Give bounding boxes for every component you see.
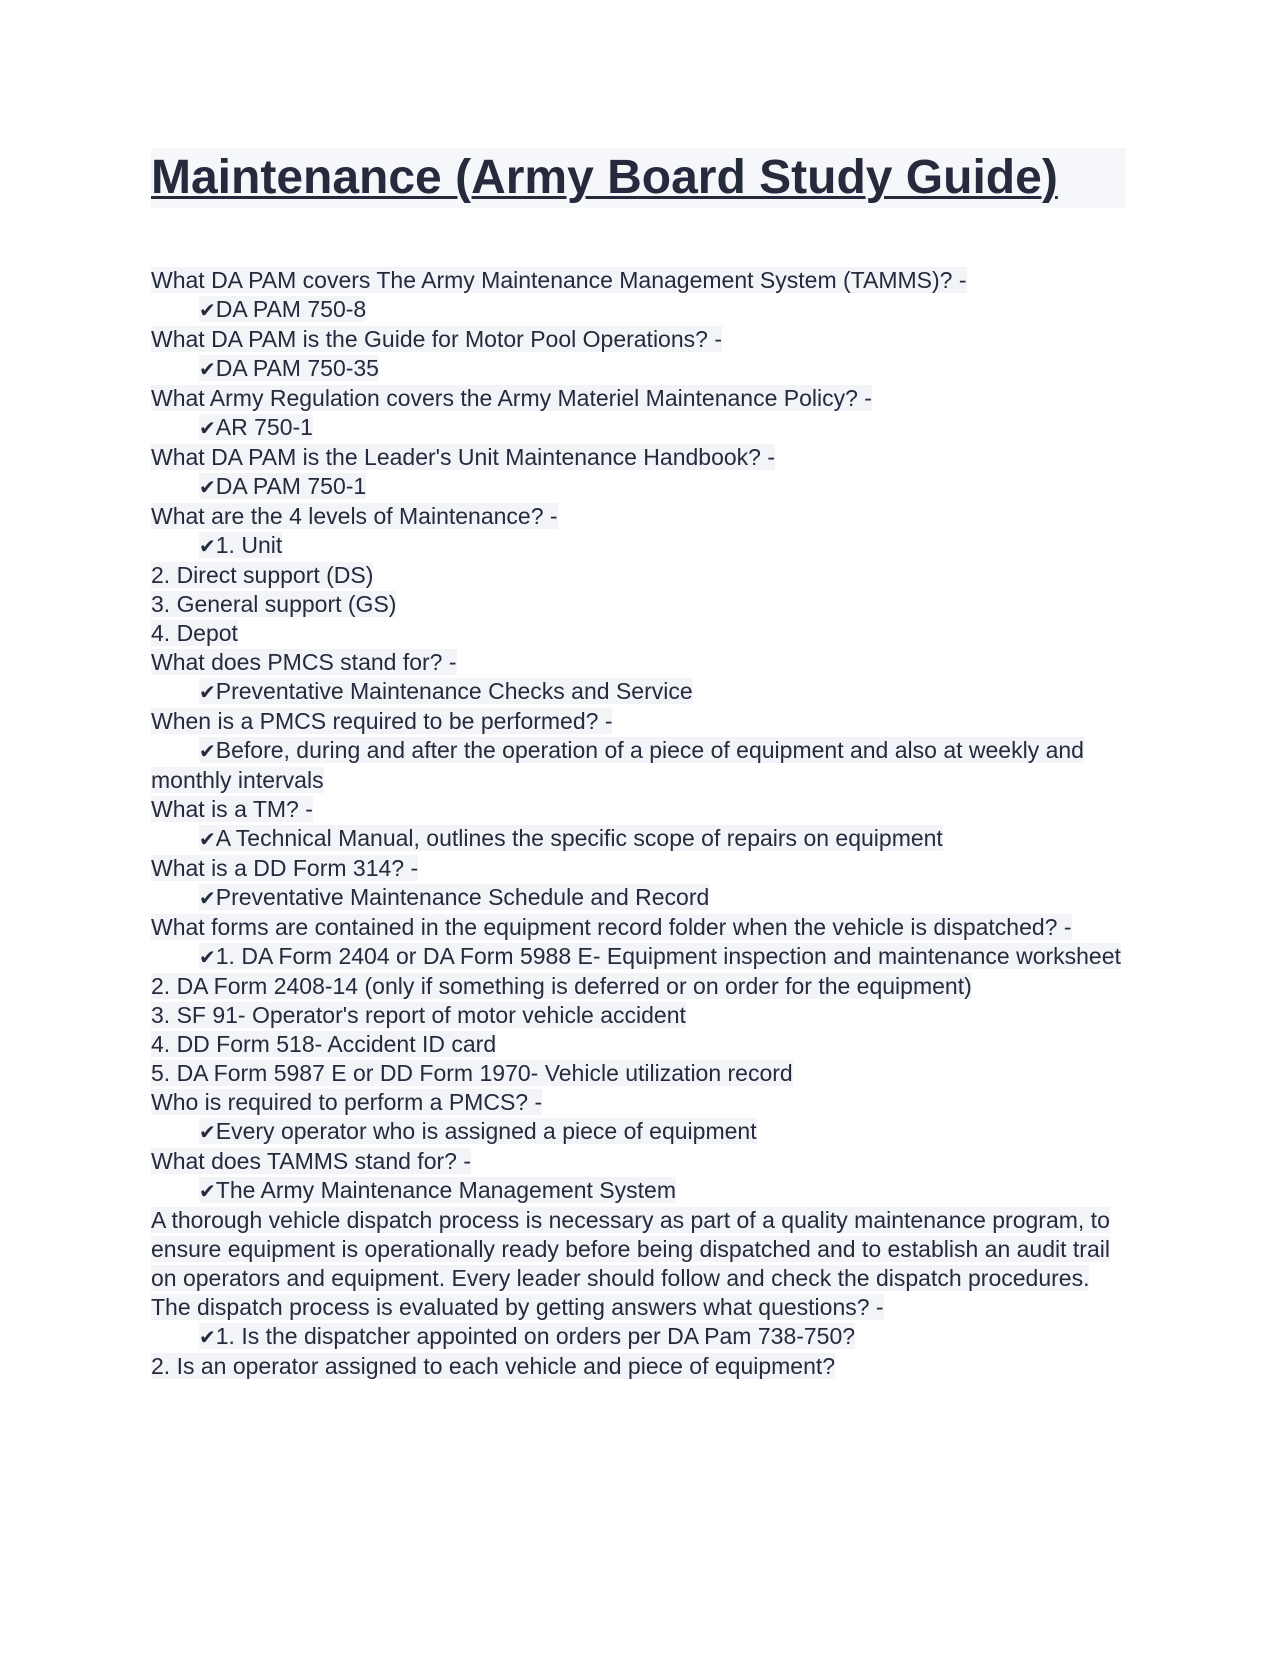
- line-text: What does PMCS stand for? -: [151, 649, 457, 675]
- line-text: 4. Depot: [151, 620, 238, 646]
- answer-line: [151, 1176, 1131, 1206]
- answer-line: [151, 354, 1131, 384]
- answer-line-text: [199, 678, 693, 704]
- answer-line: [151, 413, 1131, 443]
- answer-line-text: [199, 296, 366, 322]
- checkmark-icon: ✔: [199, 357, 216, 381]
- question-line-text: [151, 855, 418, 881]
- question-line-text: [151, 503, 558, 529]
- checkmark-icon: ✔: [199, 298, 216, 322]
- question-line-text: [151, 1148, 471, 1174]
- line-text: 1. DA Form 2404 or DA Form 5988 E- Equipment inspection and maintenance worksheet: [215, 943, 1121, 969]
- document-title: Maintenance (Army Board Study Guide): [151, 148, 1126, 208]
- checkmark-icon: ✔: [199, 416, 216, 440]
- line-text: 2. DA Form 2408-14 (only if something is deferred or on order for the equipment): [151, 973, 972, 999]
- question-line-text: [151, 1089, 542, 1115]
- checkmark-icon: ✔: [199, 534, 216, 558]
- answer-line-text: [199, 943, 1121, 969]
- line-text: Who is required to perform a PMCS? -: [151, 1089, 543, 1115]
- answer-line: [151, 736, 1131, 795]
- line-text: 4. DD Form 518- Accident ID card: [151, 1031, 497, 1057]
- checkmark-icon: ✔: [199, 1120, 216, 1144]
- line-text: A thorough vehicle dispatch process is necessary as part of a quality maintenance program, to ensure equipment is operationally ready before being dispatched and to establish an audit trail on operators and equipment. Every leader should follow and check the dispatch procedures. The dispatch process is evaluated by getting answers what questions? -: [151, 1207, 1110, 1320]
- line-text: What DA PAM is the Guide for Motor Pool Operations? -: [151, 326, 722, 352]
- line-text: DA PAM 750-35: [215, 355, 379, 381]
- question-line-text: [151, 914, 1072, 940]
- question-line: [151, 384, 1131, 413]
- question-line: [151, 1147, 1131, 1176]
- line-text: 1. Is the dispatcher appointed on orders per DA Pam 738-750?: [215, 1323, 856, 1349]
- line-text: What DA PAM covers The Army Maintenance Management System (TAMMS)? -: [151, 267, 967, 293]
- continuation-line-text: [151, 1353, 835, 1379]
- checkmark-icon: ✔: [199, 475, 216, 499]
- checkmark-icon: ✔: [199, 886, 216, 910]
- question-line: [151, 795, 1131, 824]
- checkmark-icon: ✔: [199, 1179, 216, 1203]
- line-text: Preventative Maintenance Checks and Service: [215, 678, 693, 704]
- answer-line: [151, 531, 1131, 561]
- line-text: Before, during and after the operation of a piece of equipment and also at weekly and monthly intervals: [151, 737, 1084, 793]
- answer-line: [151, 1117, 1131, 1147]
- line-text: When is a PMCS required to be performed? -: [151, 708, 613, 734]
- answer-line-text: [151, 737, 1084, 793]
- continuation-line-text: [151, 1060, 793, 1086]
- question-line: [151, 648, 1131, 677]
- line-text: What does TAMMS stand for? -: [151, 1148, 471, 1174]
- question-line-text: [151, 444, 775, 470]
- line-text: A Technical Manual, outlines the specific scope of repairs on equipment: [215, 825, 943, 851]
- answer-line: [151, 472, 1131, 502]
- answer-line: [151, 1322, 1131, 1352]
- line-text: What is a TM? -: [151, 796, 313, 822]
- question-line: [151, 854, 1131, 883]
- question-line-text: [151, 649, 457, 675]
- answer-line-text: [199, 414, 313, 440]
- answer-line-text: [199, 355, 379, 381]
- line-text: 3. General support (GS): [151, 591, 397, 617]
- question-line-text: [151, 267, 967, 293]
- line-text: Every operator who is assigned a piece of equipment: [215, 1118, 757, 1144]
- answer-line-text: [199, 884, 709, 910]
- continuation-line: [151, 561, 1131, 590]
- answer-line: [151, 883, 1131, 913]
- study-guide-content: [151, 266, 1131, 1381]
- continuation-line-text: [151, 973, 972, 999]
- continuation-line: [151, 1001, 1131, 1030]
- line-text: DA PAM 750-8: [215, 296, 367, 322]
- continuation-line: [151, 619, 1131, 648]
- continuation-line-text: [151, 1002, 686, 1028]
- question-line: [151, 502, 1131, 531]
- question-line-text: [151, 385, 872, 411]
- checkmark-icon: ✔: [199, 1325, 216, 1349]
- line-text: 5. DA Form 5987 E or DD Form 1970- Vehicle utilization record: [151, 1060, 793, 1086]
- checkmark-icon: ✔: [199, 739, 216, 763]
- line-text: 3. SF 91- Operator's report of motor vehicle accident: [151, 1002, 686, 1028]
- line-text: Preventative Maintenance Schedule and Record: [215, 884, 710, 910]
- question-line: [151, 1088, 1131, 1117]
- continuation-line: [151, 1030, 1131, 1059]
- question-line: [151, 443, 1131, 472]
- continuation-line-text: [151, 562, 373, 588]
- line-text: The Army Maintenance Management System: [215, 1177, 676, 1203]
- continuation-line: [151, 590, 1131, 619]
- answer-line-text: [199, 1177, 676, 1203]
- checkmark-icon: ✔: [199, 680, 216, 704]
- answer-line-text: [199, 825, 943, 851]
- answer-line-text: [199, 1118, 757, 1144]
- line-text: What forms are contained in the equipment record folder when the vehicle is dispatched? -: [151, 914, 1072, 940]
- continuation-line-text: [151, 591, 396, 617]
- continuation-line-text: [151, 620, 238, 646]
- continuation-line: [151, 1352, 1131, 1381]
- answer-line: [151, 295, 1131, 325]
- answer-line: [151, 942, 1131, 972]
- question-line: [151, 266, 1131, 295]
- answer-line: [151, 824, 1131, 854]
- question-line: [151, 1206, 1131, 1322]
- question-line-text: [151, 1207, 1110, 1320]
- continuation-line: [151, 972, 1131, 1001]
- question-line: [151, 707, 1131, 736]
- checkmark-icon: ✔: [199, 945, 216, 969]
- line-text: What is a DD Form 314? -: [151, 855, 419, 881]
- line-text: AR 750-1: [215, 414, 313, 440]
- line-text: 1. Unit: [215, 532, 283, 558]
- question-line: [151, 325, 1131, 354]
- question-line: [151, 913, 1131, 942]
- line-text: 2. Direct support (DS): [151, 562, 374, 588]
- continuation-line: [151, 1059, 1131, 1088]
- answer-line-text: [199, 1323, 855, 1349]
- question-line-text: [151, 326, 722, 352]
- question-line-text: [151, 796, 313, 822]
- line-text: DA PAM 750-1: [215, 473, 367, 499]
- line-text: What are the 4 levels of Maintenance? -: [151, 503, 558, 529]
- question-line-text: [151, 708, 612, 734]
- checkmark-icon: ✔: [199, 827, 216, 851]
- line-text: What DA PAM is the Leader's Unit Maintenance Handbook? -: [151, 444, 776, 470]
- line-text: What Army Regulation covers the Army Materiel Maintenance Policy? -: [151, 385, 872, 411]
- line-text: 2. Is an operator assigned to each vehicle and piece of equipment?: [151, 1353, 836, 1379]
- continuation-line-text: [151, 1031, 496, 1057]
- answer-line-text: [199, 532, 282, 558]
- answer-line: [151, 677, 1131, 707]
- answer-line-text: [199, 473, 366, 499]
